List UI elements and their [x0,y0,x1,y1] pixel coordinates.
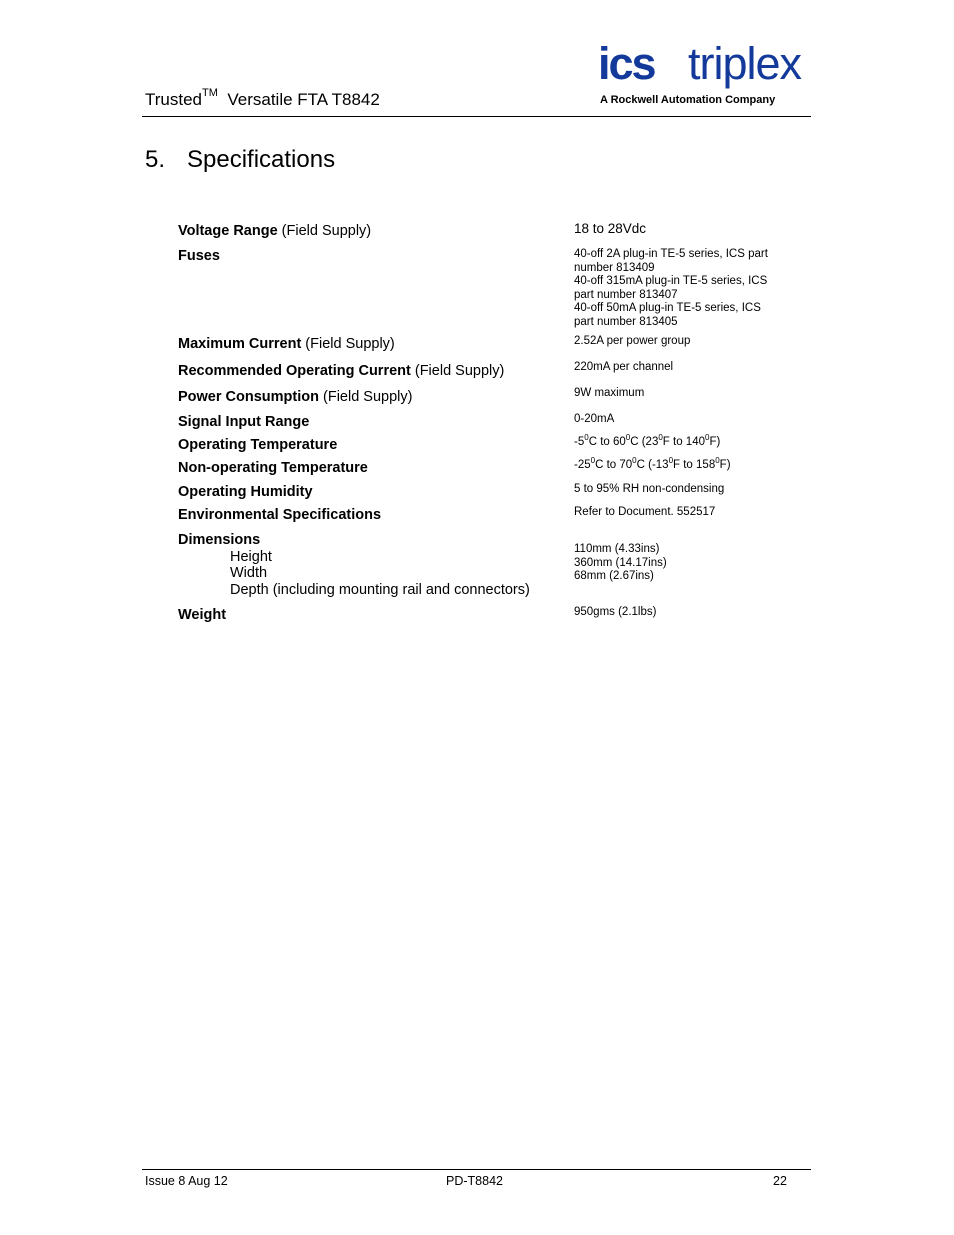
fuse-line: 40-off 50mA plug-in TE-5 series, ICS [574,302,761,314]
section-title: Specifications [187,146,336,173]
spec-value-rec-current: 220mA per channel [574,361,674,373]
spec-label-power: Power Consumption (Field Supply) [178,389,413,405]
document-title [145,87,380,110]
fuse-line: 40-off 315mA plug-in TE-5 series, ICS [574,275,768,287]
dimension-depth-value: 68mm (2.67ins) [574,570,654,582]
spec-value-power: 9W maximum [574,387,645,399]
spec-label-max-current: Maximum Current (Field Supply) [178,336,395,352]
fuse-line: part number 813407 [574,288,678,301]
spec-label-rec-current: Recommended Operating Current (Field Supply) [178,363,505,379]
title-model: Versatile FTA T8842 [227,90,380,109]
company-logo [598,40,812,110]
spec-value-voltage: 18 to 28Vdc [574,221,647,236]
spec-value-signal: 0-20mA [574,413,615,425]
logo-triplex-text: triplex [688,38,802,89]
dimension-width-value: 360mm (14.17ins) [574,556,667,569]
dimension-height-label: Height [230,549,272,565]
logo-ics-text: ics [598,38,655,89]
section-number: 5. [145,146,166,173]
title-product: Trusted [145,90,203,109]
spec-value-environmental: Refer to Document. 552517 [574,506,716,518]
dimension-depth-label: Depth (including mounting rail and connectors) [230,582,530,598]
spec-label-humidity: Operating Humidity [178,484,313,500]
footer-page-number: 22 [773,1174,787,1188]
spec-label-op-temp: Operating Temperature [178,437,338,453]
spec-label-voltage: Voltage Range (Field Supply) [178,223,372,239]
spec-label-weight: Weight [178,607,227,623]
footer-rule [142,1169,811,1170]
spec-value-fuses [574,248,768,329]
fuse-line: 40-off 2A plug-in TE-5 series, ICS part [574,248,768,260]
spec-value-op-temp: $-5^0C$ to $60^0C$ ($23^0F$ to $140^0F$) [574,433,721,448]
spec-label-environmental: Environmental Specifications [178,507,382,523]
spec-label-nonop-temp: Non-operating Temperature [178,460,368,476]
footer-issue: Issue 8 Aug 12 [145,1174,228,1188]
fuse-line: part number 813405 [574,315,678,328]
footer-document-number: PD-T8842 [446,1174,503,1188]
logo-tagline: A Rockwell Automation Company [600,94,776,106]
fuse-line: number 813409 [574,261,655,274]
spec-label-fuses: Fuses [178,248,220,264]
spec-value-dimensions [574,543,667,584]
spec-value-weight: 950gms (2.1lbs) [574,606,657,618]
spec-label-signal: Signal Input Range [178,414,310,430]
header-rule [142,116,811,117]
spec-value-humidity: 5 to 95% RH non-condensing [574,483,725,495]
spec-value-nonop-temp: $-25^0C$ to $70^0C$ ($-13^0F$ to $158^0F$) [574,456,731,471]
dimension-width-label: Width [230,565,268,581]
trademark-mark: TM [202,87,218,99]
spec-label-dimensions: Dimensions [178,532,261,548]
dimension-height-value: 110mm (4.33ins) [574,543,660,555]
spec-value-max-current: 2.52A per power group [574,335,691,347]
section-heading [145,146,335,174]
